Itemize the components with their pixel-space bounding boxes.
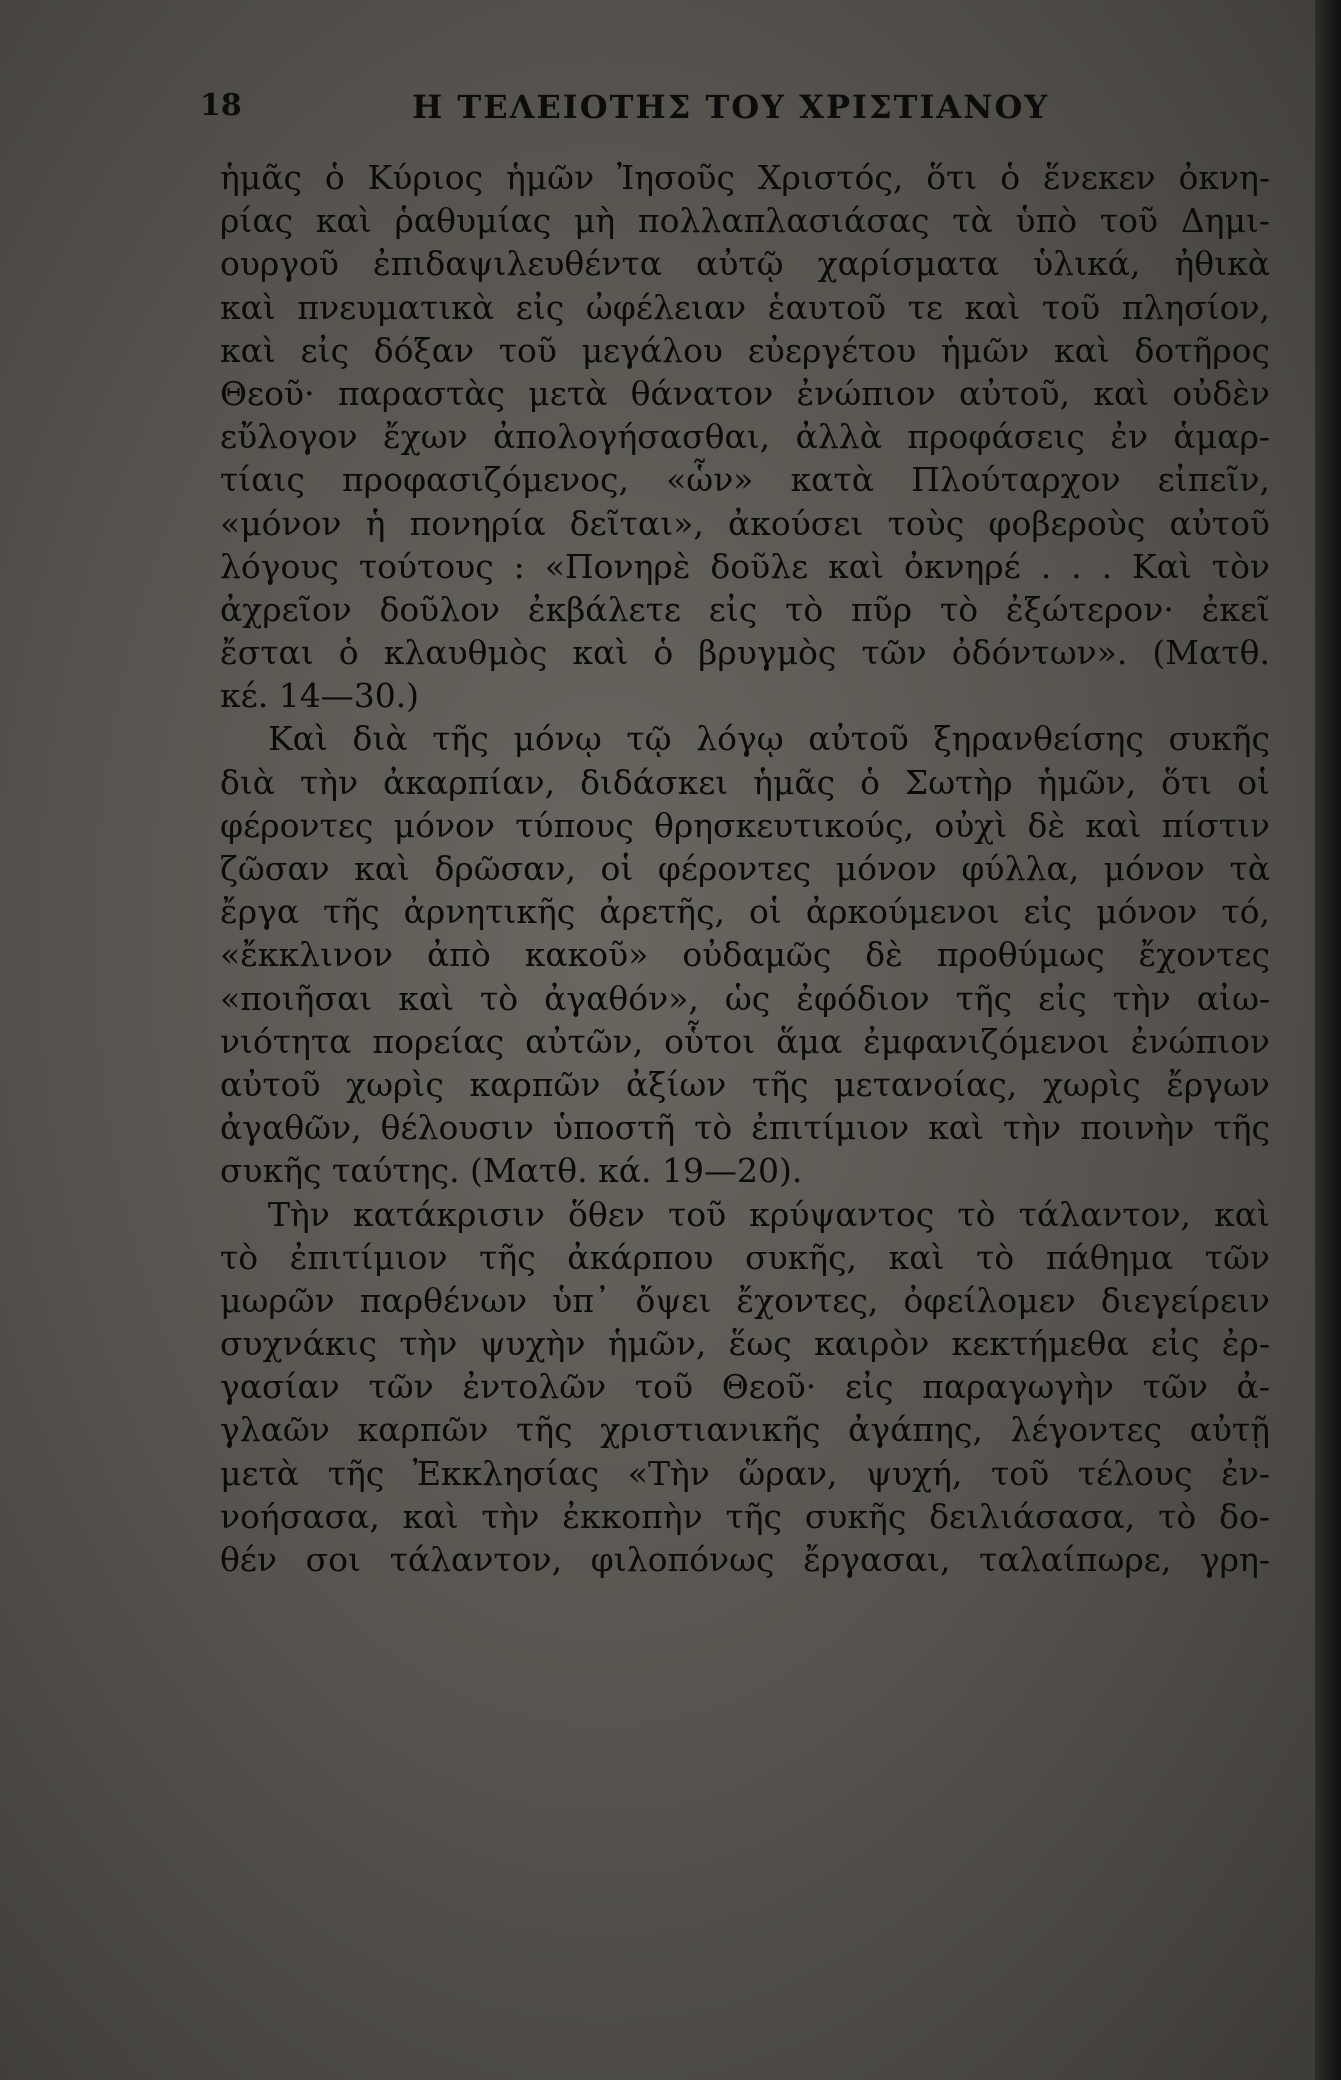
text-line: ἔργα τῆς ἀρνητικῆς ἀρετῆς, οἱ ἀρκούμενοι εἰς μόνον τό, (220, 892, 1270, 932)
text-line: ουργοῦ ἐπιδαψιλευθέντα αὐτῷ χαρίσματα ὑλικά, ἠθικὰ (220, 244, 1270, 284)
text-line: νιότητα πορείας αὐτῶν, οὗτοι ἅμα ἐμφανιζόμενοι ἐνώπιον (220, 1021, 1270, 1061)
text-line: εὔλογον ἔχων ἀπολογήσασθαι, ἀλλὰ προφάσεις ἐν ἁμαρ- (220, 417, 1270, 457)
text-line: τίαις προφασιζόμενος, «ὧν» κατὰ Πλούταρχον εἰπεῖν, (220, 460, 1270, 500)
text-line: θέν σοι τάλαντον, φιλοπόνως ἔργασαι, ταλαίπωρε, γρη- (220, 1540, 1270, 1579)
text-line: τὸ ἐπιτίμιον τῆς ἀκάρπου συκῆς, καὶ τὸ πάθημα τῶν (220, 1237, 1270, 1277)
text-line: συχνάκις τὴν ψυχὴν ἡμῶν, ἕως καιρὸν κεκτήμεθα εἰς ἐρ- (220, 1324, 1270, 1364)
text-line: κέ. 14—30.) (220, 676, 420, 716)
running-title: Η ΤΕΛΕΙΟΤΗΣ ΤΟΥ ΧΡΙΣΤΙΑΝΟΥ (412, 88, 1050, 126)
text-line: ζῶσαν καὶ δρῶσαν, οἱ φέροντες μόνον φύλλα, μόνον τὰ (220, 849, 1270, 888)
paragraph-start-line: Τὴν κατάκρισιν ὅθεν τοῦ κρύψαντος τὸ τάλαντον, καὶ (268, 1194, 1270, 1234)
text-line: γλαῶν καρπῶν τῆς χριστιανικῆς ἀγάπης, λέγοντες αὐτῇ (220, 1410, 1270, 1450)
text-line: «ποιῆσαι καὶ τὸ ἀγαθόν», ὡς ἐφόδιον τῆς εἰς τὴν αἰω- (220, 978, 1270, 1018)
text-line: διὰ τὴν ἀκαρπίαν, διδάσκει ἡμᾶς ὁ Σωτὴρ ἡμῶν, ὅτι οἱ (220, 762, 1270, 802)
text-line: γασίαν τῶν ἐντολῶν τοῦ Θεοῦ· εἰς παραγωγὴν τῶν ἀ- (220, 1367, 1270, 1407)
text-line: καὶ πνευματικὰ εἰς ὠφέλειαν ἑαυτοῦ τε καὶ τοῦ πλησίον, (220, 287, 1270, 327)
text-line: αὐτοῦ χωρὶς καρπῶν ἀξίων τῆς μετανοίας, χωρὶς ἔργων (220, 1064, 1270, 1104)
text-line: Θεοῦ· παραστὰς μετὰ θάνατον ἐνώπιον αὐτοῦ, καὶ οὐδὲν (220, 373, 1270, 413)
body-text (220, 156, 1270, 1581)
text-line: ἡμᾶς ὁ Κύριος ἡμῶν Ἰησοῦς Χριστός, ὅτι ὁ ἕνεκεν ὀκνη- (220, 158, 1270, 197)
text-line: καὶ εἰς δόξαν τοῦ μεγάλου εὐεργέτου ἡμῶν καὶ δοτῆρος (220, 330, 1270, 370)
text-line: ἔσται ὁ κλαυθμὸς καὶ ὁ βρυγμὸς τῶν ὀδόντων». (Ματθ. (220, 633, 1270, 673)
text-line: «μόνον ἡ πονηρία δεῖται», ἀκούσει τοὺς φοβεροὺς αὐτοῦ (220, 503, 1270, 543)
page-number: 18 (200, 88, 242, 123)
text-line: νοήσασα, καὶ τὴν ἐκκοπὴν τῆς συκῆς δειλιάσασα, τὸ δο- (220, 1496, 1270, 1536)
text-line: ἀγαθῶν, θέλουσιν ὑποστῆ τὸ ἐπιτίμιον καὶ τὴν ποινὴν τῆς (220, 1108, 1270, 1148)
text-line: συκῆς ταύτης. (Ματθ. κά. 19—20). (220, 1151, 803, 1191)
text-line: ρίας καὶ ῥαθυμίας μὴ πολλαπλασιάσας τὰ ὑπὸ τοῦ Δημι- (220, 201, 1270, 241)
text-line: φέροντες μόνον τύπους θρησκευτικούς, οὐχὶ δὲ καὶ πίστιν (220, 805, 1270, 845)
paragraph-start-line: Καὶ διὰ τῆς μόνῳ τῷ λόγῳ αὐτοῦ ξηρανθείσης συκῆς (268, 719, 1270, 759)
page-header (200, 88, 1100, 138)
text-line: λόγους τούτους : «Πονηρὲ δοῦλε καὶ ὀκνηρέ . . . Καὶ τὸν (220, 546, 1270, 586)
text-line: «ἔκκλινον ἀπὸ κακοῦ» οὐδαμῶς δὲ προθύμως ἔχοντες (220, 935, 1270, 975)
text-line: μετὰ τῆς Ἐκκλησίας «Τὴν ὥραν, ψυχή, τοῦ τέλους ἐν- (220, 1453, 1270, 1493)
text-line: μωρῶν παρθένων ὑπ᾽ ὄψει ἔχοντες, ὀφείλομεν διεγείρειν (220, 1280, 1270, 1320)
page-edge-shadow (1315, 0, 1341, 2080)
text-line: ἀχρεῖον δοῦλον ἐκβάλετε εἰς τὸ πῦρ τὸ ἐξώτερον· ἐκεῖ (220, 589, 1270, 629)
